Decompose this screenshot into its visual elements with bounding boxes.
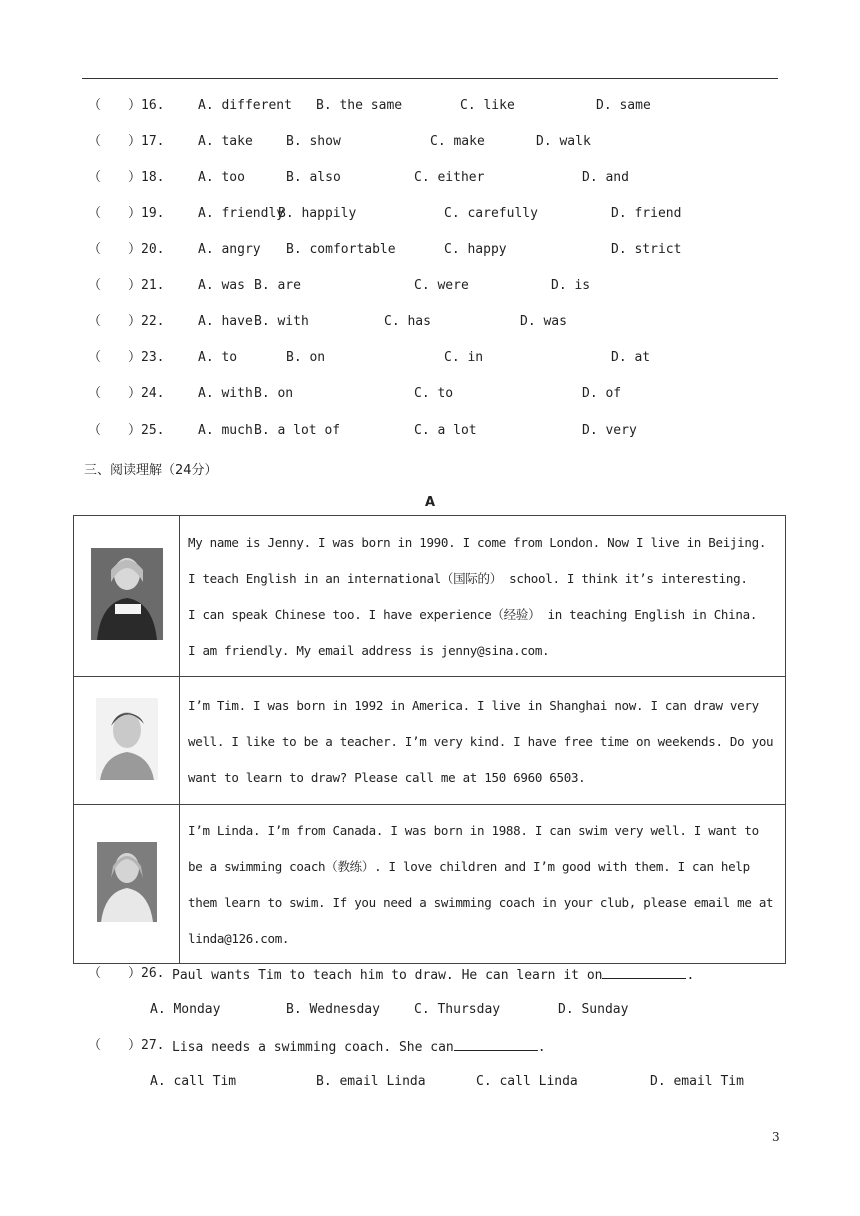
- option-d: D. at: [611, 350, 651, 365]
- answer-paren: （: [88, 350, 102, 365]
- question-stem: [172, 966, 694, 984]
- option-c: C. either: [414, 170, 485, 185]
- option-b: B. comfortable: [286, 242, 396, 257]
- option-a: A. friendly: [198, 206, 285, 221]
- section-title: 三、阅读理解（24分）: [84, 463, 218, 478]
- tim-photo: [96, 698, 158, 780]
- option-d: D. email Tim: [650, 1074, 744, 1089]
- ad-line: be a swimming coach（教练）. I love children and I’m good with them. I can help: [188, 859, 750, 874]
- ad-line: well. I like to be a teacher. I’m very kind. I have free time on weekends. Do you: [188, 733, 774, 749]
- option-b: B. with: [254, 314, 309, 329]
- option-b: B. email Linda: [316, 1074, 426, 1089]
- option-c: C. like: [460, 98, 515, 113]
- question-number: ）19.: [128, 206, 165, 221]
- ad-line: I am friendly. My email address is jenny@sina.com.: [188, 643, 550, 658]
- option-b: B. also: [286, 170, 341, 185]
- option-c: C. were: [414, 278, 469, 293]
- option-a: A. much: [198, 423, 253, 438]
- option-d: D. same: [596, 98, 651, 113]
- ad-line: I’m Linda. I’m from Canada. I was born in 1988. I can swim very well. I want to: [188, 823, 759, 838]
- option-b: B. are: [254, 278, 301, 293]
- ad-text: [180, 805, 786, 964]
- option-b: B. the same: [316, 98, 403, 113]
- photo-cell: [74, 677, 180, 805]
- option-c: C. make: [430, 134, 485, 149]
- question-number: ）16.: [128, 98, 165, 113]
- option-c: C. a lot: [414, 423, 477, 438]
- option-a: A. with: [198, 386, 253, 401]
- option-a: A. have: [198, 314, 253, 329]
- option-d: D. strict: [611, 242, 682, 257]
- option-a: A. too: [198, 170, 245, 185]
- option-b: B. on: [286, 350, 326, 365]
- photo-cell: [74, 516, 180, 677]
- header-rule: [82, 78, 778, 79]
- option-b: B. Wednesday: [286, 1002, 380, 1017]
- question-number: ）27.: [128, 1038, 165, 1053]
- option-a: A. Monday: [150, 1002, 221, 1017]
- answer-paren: （: [88, 98, 102, 113]
- option-b: B. happily: [278, 206, 357, 221]
- option-c: C. happy: [444, 242, 507, 257]
- ad-text: [180, 677, 786, 805]
- option-c: C. in: [444, 350, 484, 365]
- option-d: D. walk: [536, 134, 591, 149]
- answer-paren: （: [88, 314, 102, 329]
- answer-paren: （: [88, 966, 102, 981]
- stem-period: .: [686, 968, 695, 983]
- question-27-options: [150, 1074, 744, 1149]
- option-a: A. different: [198, 98, 292, 113]
- ad-row-jenny: [74, 516, 786, 677]
- option-c: C. Thursday: [414, 1002, 501, 1017]
- ad-line: My name is Jenny. I was born in 1990. I come from London. Now I live in Beijing.: [188, 535, 767, 550]
- option-d: D. and: [582, 170, 629, 185]
- photo-cell: [74, 805, 180, 964]
- ad-line: linda@126.com.: [188, 931, 290, 946]
- question-number: ）26.: [128, 966, 165, 981]
- answer-paren: （: [88, 423, 102, 438]
- option-d: D. friend: [611, 206, 682, 221]
- answer-paren: （: [88, 1038, 102, 1053]
- option-a: A. to: [198, 350, 238, 365]
- option-c: C. has: [384, 314, 431, 329]
- answer-paren: （: [88, 386, 102, 401]
- stem-period: .: [537, 1040, 546, 1055]
- option-a: A. angry: [198, 242, 261, 257]
- option-d: D. very: [582, 423, 637, 438]
- ad-text: [180, 516, 786, 677]
- answer-paren: （: [88, 242, 102, 257]
- question-number: ）21.: [128, 278, 165, 293]
- answer-paren: （: [88, 206, 102, 221]
- option-d: D. Sunday: [558, 1002, 629, 1017]
- ads-table: [73, 515, 786, 964]
- option-b: B. show: [286, 134, 341, 149]
- option-a: A. was: [198, 278, 245, 293]
- linda-photo: [97, 842, 157, 922]
- option-b: B. a lot of: [254, 423, 341, 438]
- stem-text: Paul wants Tim to teach him to draw. He can learn it on: [172, 968, 603, 983]
- ad-line: I teach English in an international（国际的） school. I think it’s interesting.: [188, 571, 748, 586]
- option-c: C. to: [414, 386, 454, 401]
- question-stem: [172, 1038, 546, 1056]
- ad-line: them learn to swim. If you need a swimming coach in your club, please email me at: [188, 895, 774, 910]
- answer-paren: （: [88, 170, 102, 185]
- question-number: ）24.: [128, 386, 165, 401]
- passage-label: A: [425, 495, 436, 510]
- question-number: ）18.: [128, 170, 165, 185]
- option-d: D. was: [520, 314, 567, 329]
- jenny-photo: [91, 548, 163, 640]
- option-a: A. take: [198, 134, 253, 149]
- ad-line: want to learn to draw? Please call me at 150 6960 6503.: [188, 769, 586, 785]
- option-b: B. on: [254, 386, 294, 401]
- option-a: A. call Tim: [150, 1074, 237, 1089]
- question-number: ）23.: [128, 350, 165, 365]
- ad-line: I can speak Chinese too. I have experience（经验） in teaching English in China.: [188, 607, 758, 622]
- answer-blank: [454, 1038, 538, 1051]
- ad-row-tim: [74, 677, 786, 805]
- question-number: ）17.: [128, 134, 165, 149]
- option-c: C. carefully: [444, 206, 538, 221]
- question-number: ）22.: [128, 314, 165, 329]
- ad-line: I’m Tim. I was born in 1992 in America. I live in Shanghai now. I can draw very: [188, 697, 759, 713]
- ad-row-linda: [74, 805, 786, 964]
- option-d: D. of: [582, 386, 622, 401]
- answer-paren: （: [88, 134, 102, 149]
- answer-paren: （: [88, 278, 102, 293]
- page-number: 3: [772, 1130, 780, 1144]
- option-c: C. call Linda: [476, 1074, 578, 1089]
- question-number: ）25.: [128, 423, 165, 438]
- option-d: D. is: [551, 278, 591, 293]
- question-number: ）20.: [128, 242, 165, 257]
- answer-blank: [602, 966, 686, 979]
- stem-text: Lisa needs a swimming coach. She can: [172, 1040, 454, 1055]
